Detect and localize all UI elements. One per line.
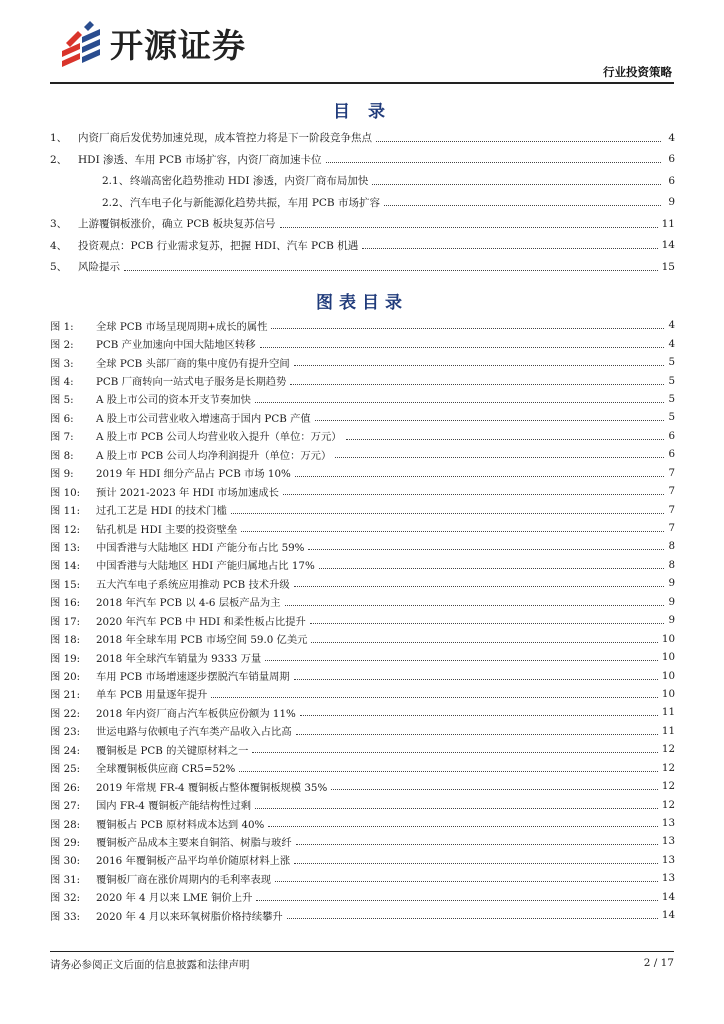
figure-entry-page: 13: [661, 835, 675, 848]
toc-entry[interactable]: [50, 256, 675, 278]
figure-list-heading: 图表目录: [316, 293, 408, 313]
figure-entry[interactable]: [50, 832, 675, 850]
figure-entry-title: 覆铜板占 PCB 原材料成本达到 40%: [96, 818, 265, 831]
figure-entry[interactable]: [50, 740, 675, 758]
figure-entry-title: 2019 年常规 FR-4 覆铜板占整体覆铜板规模 35%: [96, 781, 328, 794]
figure-entry-page: 10: [661, 651, 675, 664]
figure-entry-number: 图 27:: [50, 800, 81, 813]
figure-entry-number: 图 16:: [50, 597, 81, 610]
figure-entry[interactable]: [50, 888, 675, 906]
dot-leader: [211, 696, 658, 698]
figure-entry-number: 图 23:: [50, 726, 81, 739]
figure-entry[interactable]: [50, 814, 675, 832]
toc-entry-number: 5、: [50, 261, 68, 274]
figure-entry-number: 图 15:: [50, 578, 81, 591]
figure-entry-page: 10: [661, 669, 675, 682]
figure-entry-title: 预计 2021-2023 年 HDI 市场加速成长: [96, 486, 279, 499]
figure-entry-number: 图 21:: [50, 689, 81, 702]
figure-entry-page: 13: [661, 853, 675, 866]
figure-entry[interactable]: [50, 464, 675, 482]
figure-entry-title: 覆铜板产品成本主要来自铜箔、树脂与玻纤: [96, 836, 292, 849]
dot-leader: [255, 401, 665, 403]
toc-entry-page: 4: [668, 131, 675, 144]
figure-entry-title: 国内 FR-4 覆铜板产能结构性过剩: [96, 800, 252, 813]
figure-entry[interactable]: [50, 593, 675, 611]
figure-entry-page: 4: [668, 337, 675, 350]
figure-entry-title: A 股上市 PCB 公司人均净利润提升（单位：万元）: [96, 449, 332, 462]
figure-entry[interactable]: [50, 500, 675, 518]
figure-entry-page: 11: [661, 706, 675, 719]
toc-entry[interactable]: [50, 192, 675, 214]
figure-entry-page: 12: [661, 780, 675, 793]
toc-entry[interactable]: [50, 170, 675, 192]
figure-entry-number: 图 3:: [50, 357, 74, 370]
figure-entry[interactable]: [50, 722, 675, 740]
figure-entry[interactable]: [50, 316, 675, 334]
dot-leader: [300, 714, 658, 716]
figure-entry-number: 图 11:: [50, 505, 81, 518]
figure-entry[interactable]: [50, 869, 675, 887]
figure-entry-page: 9: [668, 595, 675, 608]
figure-entry-page: 5: [668, 374, 675, 387]
figure-entry-page: 13: [661, 872, 675, 885]
toc-entry-page: 15: [661, 260, 675, 273]
figure-entry-number: 图 17:: [50, 615, 81, 628]
figure-entry-number: 图 5:: [50, 394, 74, 407]
figure-entry-page: 4: [668, 319, 675, 332]
dot-leader: [290, 383, 664, 385]
dot-leader: [265, 659, 658, 661]
figure-entry-page: 7: [668, 466, 675, 479]
figure-entry-title: 覆铜板厂商在涨价周期内的毛利率表现: [96, 873, 272, 886]
dot-leader: [260, 346, 665, 348]
figure-entry[interactable]: [50, 703, 675, 721]
figure-entry-page: 13: [661, 817, 675, 830]
toc-entry-title: 内资厂商后发优势加速兑现，成本管控力将是下一阶段竞争焦点: [78, 132, 372, 145]
kaiyuan-logo-icon: [58, 21, 102, 67]
toc-entry-number: 2、: [50, 153, 68, 166]
figure-entry-title: 中国香港与大陆地区 HDI 产能分布占比 59%: [96, 541, 305, 554]
figure-entry-title: PCB 厂商转向一站式电子服务是长期趋势: [96, 376, 287, 389]
figure-entry-number: 图 12:: [50, 523, 81, 536]
dot-leader: [124, 269, 658, 271]
dot-leader: [241, 530, 664, 532]
figure-entry-title: 2020 年 4 月以来 LME 铜价上升: [96, 892, 253, 905]
header-divider: [50, 82, 674, 84]
figure-list: [50, 316, 675, 924]
figure-entry-page: 8: [668, 558, 675, 571]
figure-entry-title: 世运电路与依顿电子汽车类产品收入占比高: [96, 726, 292, 739]
figure-entry[interactable]: [50, 390, 675, 408]
dot-leader: [310, 622, 665, 624]
dot-leader: [384, 204, 661, 206]
page-header: [0, 0, 724, 84]
toc-entry-page: 9: [668, 196, 675, 209]
figure-entry-number: 图 24:: [50, 744, 81, 757]
figure-entry[interactable]: [50, 795, 675, 813]
dot-leader: [256, 899, 657, 901]
figure-entry-page: 7: [668, 485, 675, 498]
figure-entry[interactable]: [50, 334, 675, 352]
figure-entry-number: 图 8:: [50, 449, 74, 462]
toc-entry-page: 14: [661, 239, 675, 252]
figure-entry-title: 车用 PCB 市场增速逐步摆脱汽车销量周期: [96, 671, 290, 684]
dot-leader: [255, 807, 658, 809]
dot-leader: [362, 247, 657, 249]
figure-entry[interactable]: [50, 556, 675, 574]
figure-entry-page: 9: [668, 614, 675, 627]
figure-entry-title: 2018 年汽车 PCB 以 4-6 层板产品为主: [96, 597, 281, 610]
figure-entry-page: 8: [668, 540, 675, 553]
figure-entry-number: 图 6:: [50, 412, 74, 425]
figure-entry[interactable]: [50, 427, 675, 445]
dot-leader: [376, 140, 661, 142]
dot-leader: [280, 226, 658, 228]
figure-entry[interactable]: [50, 629, 675, 647]
dot-leader: [271, 327, 664, 329]
toc-entry-title: 终端高密化趋势推动 HDI 渗透，内资厂商布局加快: [130, 175, 369, 188]
dot-leader: [335, 456, 664, 458]
figure-entry-page: 6: [668, 429, 675, 442]
company-name: 开源证券: [110, 26, 246, 65]
toc-entry-number: 2.1、: [102, 175, 130, 188]
figure-entry-title: A 股上市公司的资本开支节奏加快: [96, 394, 251, 407]
figure-entry-title: PCB 产业加速向中国大陆地区转移: [96, 339, 256, 352]
figure-entry-number: 图 33:: [50, 910, 81, 923]
figure-entry-title: 全球覆铜板供应商 CR5=52%: [96, 763, 236, 776]
toc-entry-number: 3、: [50, 218, 68, 231]
company-logo: [58, 20, 246, 67]
figure-entry-number: 图 29:: [50, 836, 81, 849]
figure-entry-page: 14: [661, 890, 675, 903]
page-number: 2 / 17: [643, 957, 674, 969]
figure-entry[interactable]: [50, 408, 675, 426]
figure-entry-page: 14: [661, 909, 675, 922]
figure-entry-title: 2018 年全球车用 PCB 市场空间 59.0 亿美元: [96, 634, 308, 647]
figure-entry-page: 7: [668, 503, 675, 516]
dot-leader: [326, 161, 661, 163]
figure-entry-title: A 股上市公司营业收入增速高于国内 PCB 产值: [96, 412, 311, 425]
figure-entry-page: 12: [661, 798, 675, 811]
dot-leader: [315, 419, 665, 421]
figure-entry-page: 12: [661, 743, 675, 756]
figure-entry-page: 5: [668, 392, 675, 405]
table-of-contents: [50, 127, 675, 278]
figure-entry-number: 图 28:: [50, 818, 81, 831]
figure-entry-title: 2020 年汽车 PCB 中 HDI 和柔性板占比提升: [96, 615, 306, 628]
figure-entry-number: 图 4:: [50, 376, 74, 389]
figure-entry-number: 图 31:: [50, 873, 81, 886]
figure-entry-number: 图 13:: [50, 541, 81, 554]
figure-entry-title: 中国香港与大陆地区 HDI 产能归属地占比 17%: [96, 560, 315, 573]
toc-entry-number: 1、: [50, 132, 68, 145]
figure-entry-number: 图 30:: [50, 855, 81, 868]
toc-entry-title: HDI 渗透、车用 PCB 市场扩容，内资厂商加速卡位: [78, 153, 322, 166]
figure-entry[interactable]: [50, 482, 675, 500]
figure-entry-number: 图 19:: [50, 652, 81, 665]
figure-entry-page: 12: [661, 761, 675, 774]
figure-entry-title: 2018 年内资厂商占汽车板供应份额为 11%: [96, 707, 296, 720]
toc-entry-number: 4、: [50, 239, 68, 252]
figure-entry[interactable]: [50, 574, 675, 592]
dot-leader: [285, 604, 665, 606]
dot-leader: [296, 733, 658, 735]
toc-heading: 目 录: [333, 102, 391, 122]
figure-entry[interactable]: [50, 759, 675, 777]
dot-leader: [283, 493, 664, 495]
figure-entry-title: 钻孔机是 HDI 主要的投资壁垒: [96, 523, 238, 536]
footer-disclaimer: 请务必参阅正文后面的信息披露和法律声明: [50, 959, 250, 971]
figure-entry-number: 图 14:: [50, 560, 81, 573]
dot-leader: [294, 364, 665, 366]
dot-leader: [268, 825, 658, 827]
figure-entry-number: 图 20:: [50, 671, 81, 684]
dot-leader: [275, 880, 658, 882]
figure-entry[interactable]: [50, 777, 675, 795]
dot-leader: [308, 548, 664, 550]
dot-leader: [294, 678, 658, 680]
toc-entry-title: 投资观点：PCB 行业需求复苏，把握 HDI、汽车 PCB 机遇: [78, 239, 359, 252]
figure-entry-title: 2016 年覆铜板产品平均单价随原材料上涨: [96, 855, 291, 868]
dot-leader: [296, 843, 658, 845]
dot-leader: [319, 567, 665, 569]
figure-entry[interactable]: [50, 906, 675, 924]
dot-leader: [239, 770, 658, 772]
dot-leader: [295, 475, 665, 477]
figure-entry[interactable]: [50, 666, 675, 684]
figure-entry-title: A 股上市 PCB 公司人均营业收入提升（单位：万元）: [96, 431, 342, 444]
figure-entry[interactable]: [50, 648, 675, 666]
figure-entry-title: 五大汽车电子系统应用推动 PCB 技术升级: [96, 578, 290, 591]
figure-entry-page: 6: [668, 448, 675, 461]
figure-entry-title: 覆铜板是 PCB 的关键原材料之一: [96, 744, 249, 757]
toc-entry-title: 风险提示: [78, 261, 120, 274]
toc-entry[interactable]: [50, 235, 675, 257]
figure-entry-page: 10: [661, 687, 675, 700]
figure-entry[interactable]: [50, 537, 675, 555]
toc-entry-page: 6: [668, 153, 675, 166]
figure-entry[interactable]: [50, 353, 675, 371]
dot-leader: [294, 862, 658, 864]
toc-entry-number: 2.2、: [102, 196, 130, 209]
figure-entry-page: 10: [661, 632, 675, 645]
figure-entry[interactable]: [50, 611, 675, 629]
figure-entry-page: 9: [668, 577, 675, 590]
figure-entry-page: 11: [661, 724, 675, 737]
figure-entry-title: 2020 年 4 月以来环氧树脂价格持续攀升: [96, 910, 283, 923]
figure-entry-title: 2018 年全球汽车销量为 9333 万量: [96, 652, 262, 665]
toc-entry-title: 上游覆铜板涨价，确立 PCB 板块复苏信号: [78, 218, 276, 231]
dot-leader: [287, 917, 658, 919]
dot-leader: [231, 512, 665, 514]
dot-leader: [294, 585, 665, 587]
figure-entry-title: 全球 PCB 头部厂商的集中度仍有提升空间: [96, 357, 290, 370]
dot-leader: [311, 641, 657, 643]
toc-entry-page: 6: [668, 174, 675, 187]
figure-entry-page: 5: [668, 411, 675, 424]
figure-entry-number: 图 2:: [50, 339, 74, 352]
dot-leader: [346, 438, 665, 440]
figure-entry[interactable]: [50, 685, 675, 703]
figure-entry-number: 图 22:: [50, 707, 81, 720]
toc-entry[interactable]: [50, 149, 675, 171]
figure-entry-number: 图 18:: [50, 634, 81, 647]
dot-leader: [252, 751, 657, 753]
footer-divider: [50, 951, 674, 952]
toc-entry-title: 汽车电子化与新能源化趋势共振，车用 PCB 市场扩容: [130, 196, 380, 209]
figure-entry-page: 5: [668, 356, 675, 369]
dot-leader: [331, 788, 658, 790]
figure-entry-number: 图 9:: [50, 468, 74, 481]
figure-entry-number: 图 25:: [50, 763, 81, 776]
figure-entry-number: 图 1:: [50, 320, 74, 333]
figure-entry[interactable]: [50, 445, 675, 463]
toc-entry[interactable]: [50, 127, 675, 149]
figure-entry-title: 单车 PCB 用量逐年提升: [96, 689, 208, 702]
figure-entry-number: 图 7:: [50, 431, 74, 444]
report-type-label: 行业投资策略: [603, 65, 672, 79]
figure-entry-title: 全球 PCB 市场呈现周期+成长的属性: [96, 320, 268, 333]
figure-entry-page: 7: [668, 522, 675, 535]
figure-entry[interactable]: [50, 371, 675, 389]
figure-entry[interactable]: [50, 519, 675, 537]
figure-entry-title: 2019 年 HDI 细分产品占 PCB 市场 10%: [96, 468, 291, 481]
toc-entry[interactable]: [50, 213, 675, 235]
figure-entry-number: 图 10:: [50, 486, 81, 499]
dot-leader: [372, 183, 661, 185]
figure-entry[interactable]: [50, 851, 675, 869]
figure-entry-number: 图 32:: [50, 892, 81, 905]
toc-entry-page: 11: [661, 217, 675, 230]
figure-entry-number: 图 26:: [50, 781, 81, 794]
figure-entry-title: 过孔工艺是 HDI 的技术门槛: [96, 505, 227, 518]
